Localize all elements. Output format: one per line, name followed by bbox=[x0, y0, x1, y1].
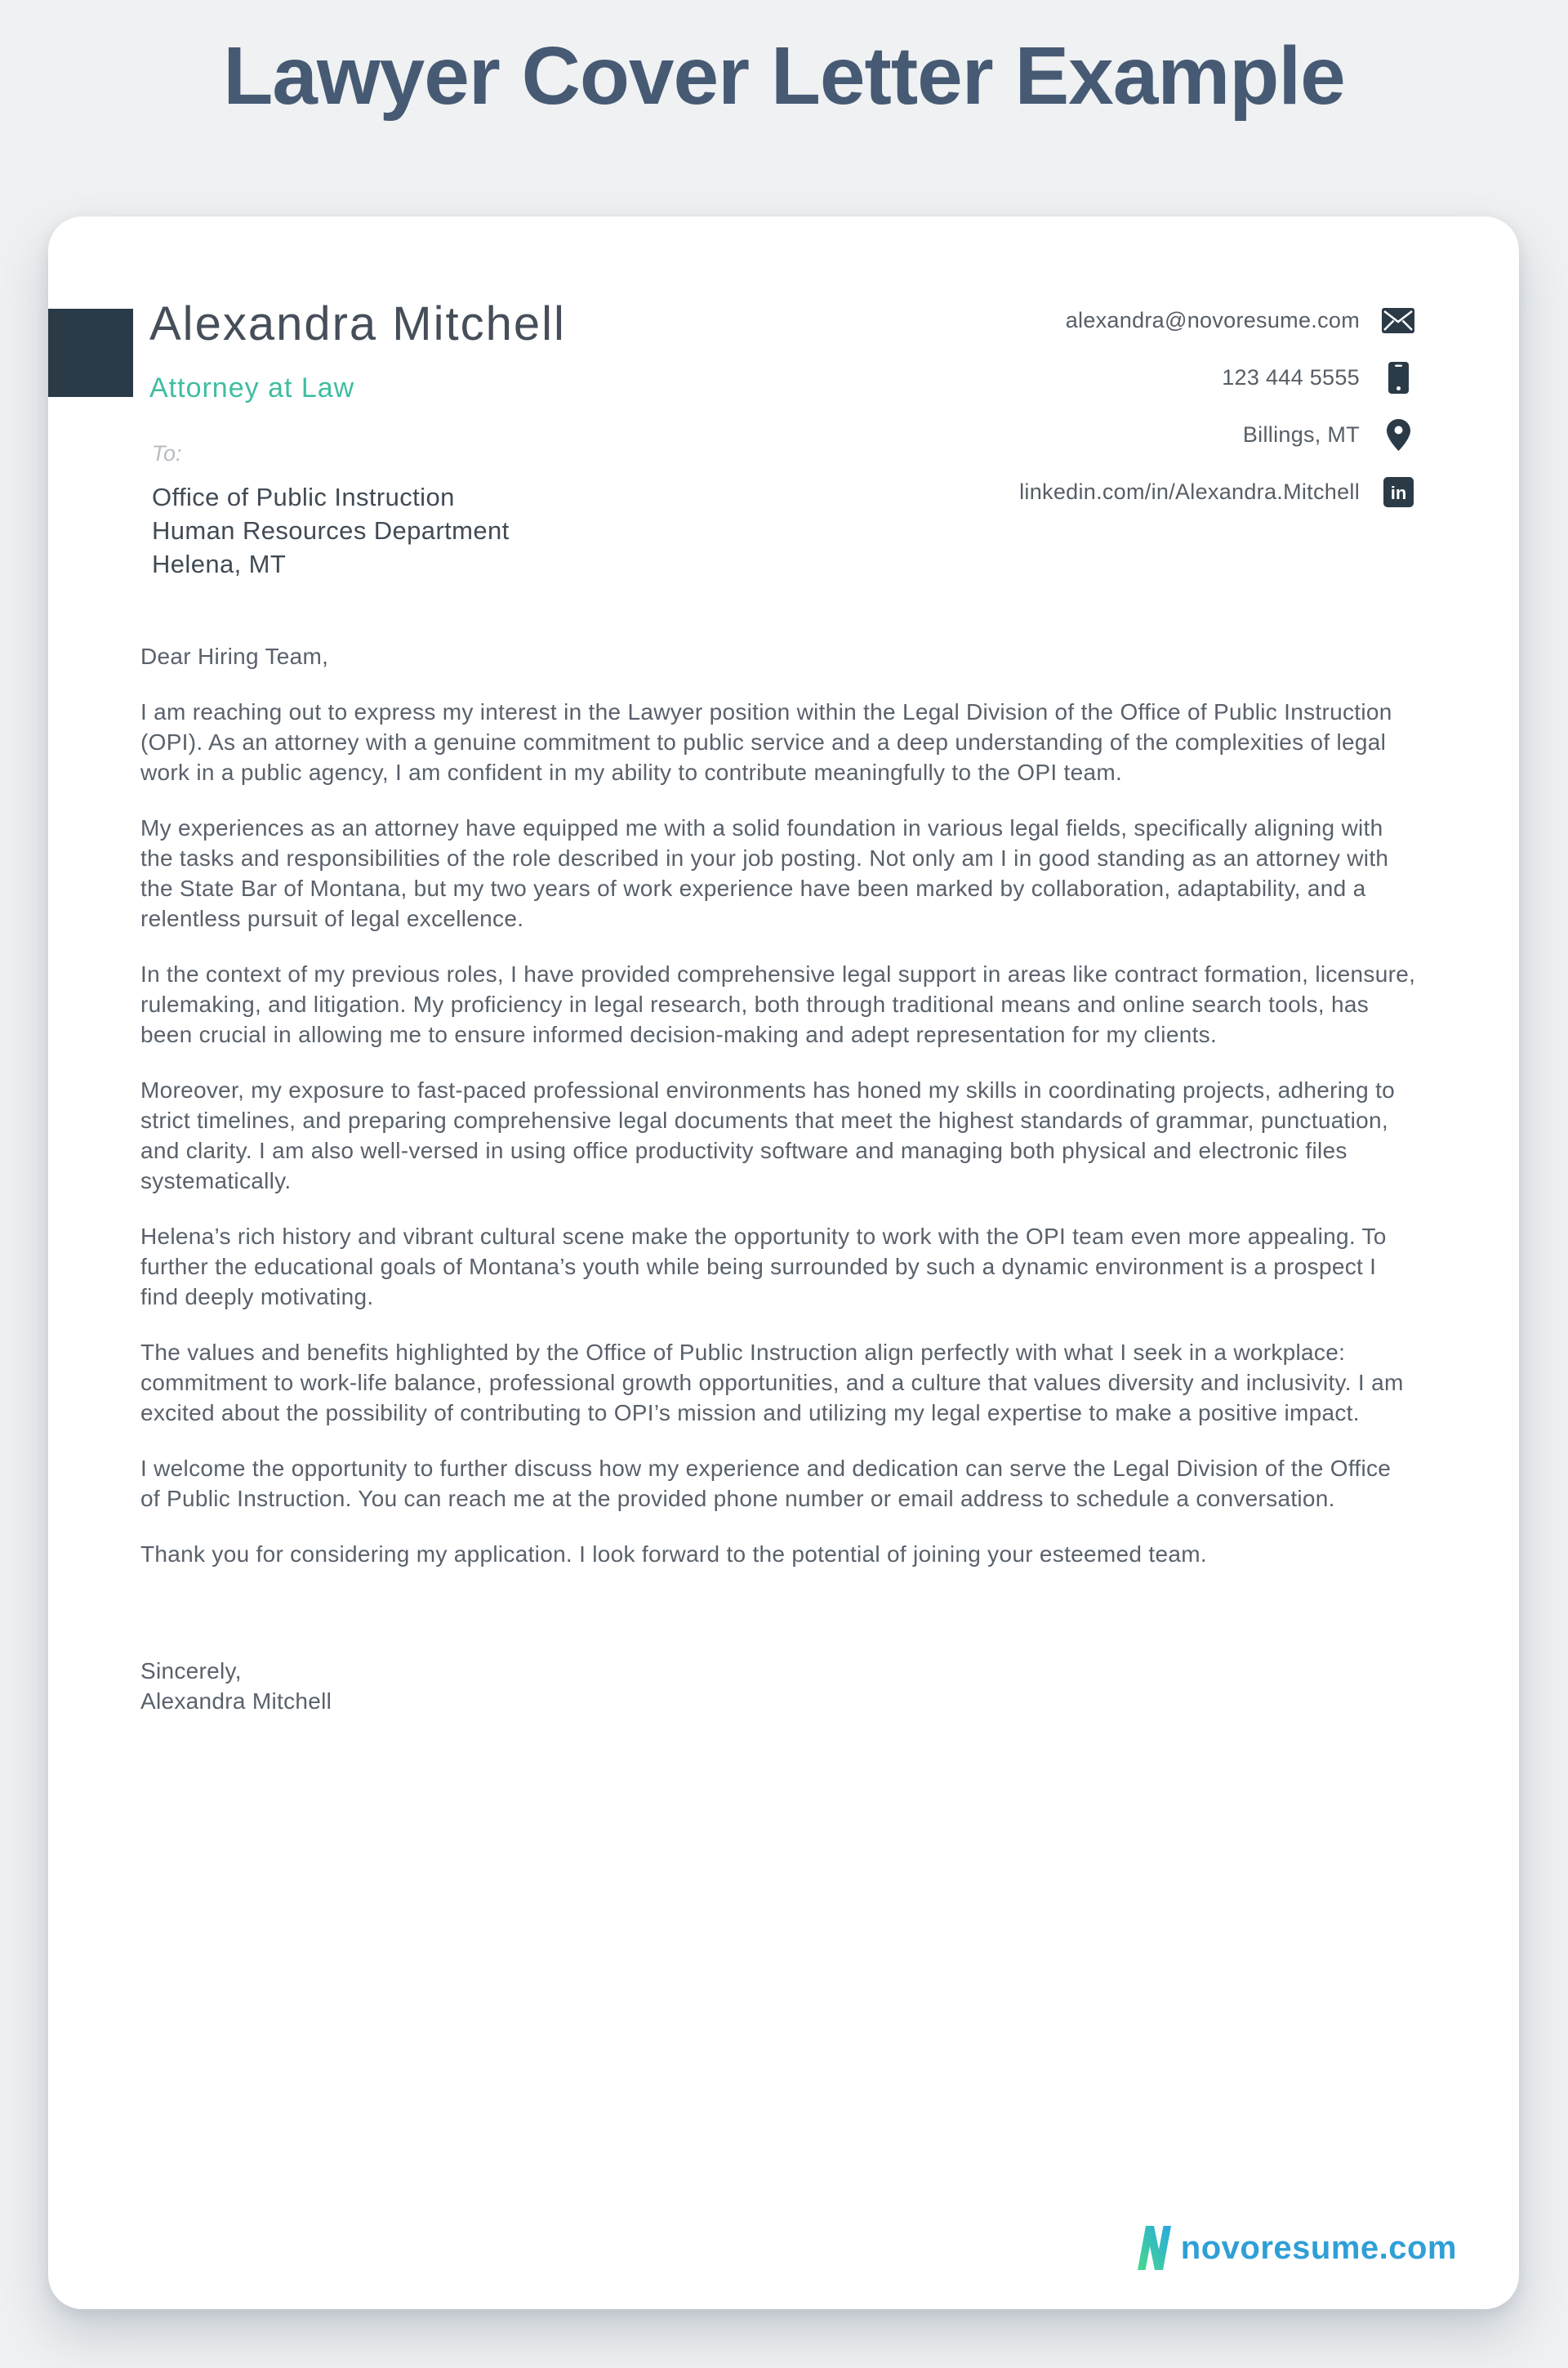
svg-text:in: in bbox=[1390, 482, 1406, 503]
body-paragraph: In the context of my previous roles, I have provided comprehensive legal support in areas like contract formation, licensure, rulemaking, and litigation. My proficiency in legal research, both through traditional means and online search tools, has been crucial in allowing me to ensure informed decision-making and adept representation for my clients. bbox=[140, 961, 1416, 1047]
closing: Sincerely, bbox=[140, 1658, 242, 1683]
salutation: Dear Hiring Team, bbox=[140, 644, 329, 669]
recipient-block bbox=[152, 441, 510, 581]
accent-square bbox=[48, 309, 133, 397]
phone-icon bbox=[1381, 362, 1415, 394]
phone-text: 123 444 5555 bbox=[1222, 364, 1360, 390]
letter-card bbox=[48, 216, 1519, 2309]
body-paragraph: The values and benefits highlighted by the Office of Public Instruction align perfectly with what I seek in a workplace: commitment to work-life balance, professional growth opportunities, and a culture that values diversity and inclusivity. I am excited about the possibility of contributing to OPI’s mission and utilizing my legal expertise to make a positive impact. bbox=[140, 1340, 1404, 1425]
to-label: To: bbox=[152, 441, 182, 466]
body-paragraph: Moreover, my exposure to fast-paced professional environments has honed my skills in coordinating projects, adhering to strict timelines, and preparing comprehensive legal documents that meet the highest standards of grammar, punctuation, and clarity. I am also well-versed in using office productivity software and managing both physical and electronic files systematically. bbox=[140, 1077, 1396, 1193]
signature-name: Alexandra Mitchell bbox=[140, 1688, 332, 1714]
signature-block bbox=[140, 1656, 1416, 1716]
recipient-city: Helena, MT bbox=[152, 550, 287, 578]
email-icon bbox=[1381, 308, 1415, 333]
contact-row-location bbox=[1019, 419, 1415, 450]
novoresume-n-icon bbox=[1132, 2226, 1171, 2270]
location-icon bbox=[1381, 419, 1415, 451]
linkedin-icon bbox=[1381, 477, 1415, 507]
page-title: Lawyer Cover Letter Example bbox=[223, 30, 1345, 122]
applicant-job-title: Attorney at Law bbox=[149, 372, 355, 404]
email-text: alexandra@novoresume.com bbox=[1065, 307, 1360, 332]
body-paragraph: I welcome the opportunity to further discuss how my experience and dedication can serve the Legal Division of the Office of Public Instruction. You can reach me at the provided phone number or email address to schedule a conversation. bbox=[140, 1456, 1392, 1511]
contact-row-phone bbox=[1019, 362, 1415, 393]
brand-logo[interactable] bbox=[1132, 2226, 1457, 2270]
body-paragraph: My experiences as an attorney have equipped me with a solid foundation in various legal fields, specifically aligning with the tasks and responsibilities of the role described in your job posting. Not only am I in good standing as an attorney with the State Bar of Montana, but my two years of work experience have been marked by collaboration, adaptability, and a relentless pursuit of legal excellence. bbox=[140, 815, 1389, 931]
body-paragraph: I am reaching out to express my interest in the Lawyer position within the Legal Division of the Office of Public Instruction (OPI). As an attorney with a genuine commitment to public service and a deep understanding of the complexities of legal work in a public agency, I am confident in my ability to contribute meaningfully to the OPI team. bbox=[140, 699, 1392, 785]
applicant-name: Alexandra Mitchell bbox=[149, 297, 566, 350]
recipient-department: Human Resources Department bbox=[152, 516, 510, 545]
letter-body bbox=[140, 641, 1416, 1716]
contact-row-email bbox=[1019, 305, 1415, 336]
linkedin-text: linkedin.com/in/Alexandra.Mitchell bbox=[1019, 479, 1360, 504]
body-paragraph: Helena’s rich history and vibrant cultural scene make the opportunity to work with the OPI team even more appealing. To further the educational goals of Montana’s youth while being surrounded by such a dynamic environment is a prospect I find deeply motivating. bbox=[140, 1224, 1387, 1309]
body-paragraph: Thank you for considering my application. I look forward to the potential of joining your esteemed team. bbox=[140, 1541, 1207, 1567]
recipient-organization: Office of Public Instruction bbox=[152, 483, 455, 511]
brand-text: novoresume.com bbox=[1180, 2229, 1457, 2266]
contact-row-linkedin bbox=[1019, 476, 1415, 507]
contact-list bbox=[1019, 305, 1415, 533]
location-text: Billings, MT bbox=[1242, 421, 1360, 447]
